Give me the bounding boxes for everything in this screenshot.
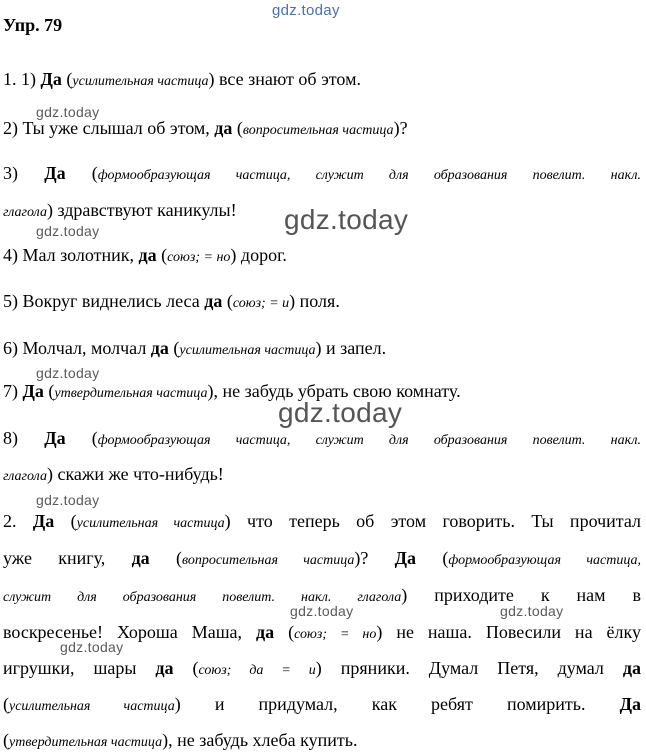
watermark-1: gdz.today (36, 104, 100, 120)
answer-line-2: 2) Ты уже слышал об этом, да (вопросительная частица)? (3, 118, 408, 138)
watermark-7: gdz.today (60, 639, 124, 655)
grammar-note: утвердительная частица (9, 735, 163, 750)
keyword-da: да (131, 548, 150, 568)
sentence-text: и запел. (321, 338, 387, 358)
sentence-text: 6) Молчал, молчал (3, 338, 151, 358)
keyword-da: Да (44, 163, 66, 183)
keyword-da: да (138, 245, 157, 265)
sentence-text: ? (399, 118, 408, 138)
answer-line-6: 6) Молчал, молчал да (усилительная частица) и запел. (3, 338, 387, 358)
keyword-da: Да (619, 694, 641, 714)
keyword-da: Да (22, 381, 44, 401)
sentence-text: здравствуют каникулы! (52, 200, 237, 220)
sentence-text: 1. 1) (3, 69, 41, 89)
watermark-3: gdz.today (36, 365, 100, 381)
answer-line-8b: глагола) скажи же что-нибудь! (3, 464, 224, 484)
sentence-text: дорог. (236, 245, 287, 265)
sentence-text: ? (360, 548, 395, 568)
keyword-da: Да (40, 69, 62, 89)
paragraph-line-7: (утвердительная частица), не забудь хлеба купить. (3, 730, 358, 750)
watermark-2: gdz.today (36, 223, 100, 239)
sentence-text: поля. (295, 291, 340, 311)
grammar-note: усилительная частица (9, 699, 175, 714)
paragraph-line-5: игрушки, шары да (союз; да = и) пряники. Думал Петя, думал да (3, 658, 641, 678)
grammar-note: союз; = но (167, 250, 231, 265)
grammar-note: союз; да = и (198, 663, 316, 678)
keyword-da: да (256, 622, 275, 642)
paragraph-line-4: воскресенье! Хороша Маша, да (союз; = но) не наша. Повесили на ёлку (3, 622, 641, 642)
paragraph-line-2: уже книгу, да (вопросительная частица)? Да (формообразующая частица, (3, 548, 641, 568)
watermark-6: gdz.today (500, 603, 564, 619)
answer-line-3b: глагола) здравствуют каникулы! (3, 200, 237, 220)
keyword-da: да (214, 118, 233, 138)
answer-line-8a: 8) Да (формообразующая частица, служит для образования повелит. накл. (3, 428, 642, 448)
keyword-da: да (622, 658, 641, 678)
sentence-text: , не забудь хлеба купить. (168, 730, 358, 750)
grammar-note: служит для образования повелит. накл. глагола (3, 590, 402, 605)
grammar-note: утвердительная частица (54, 386, 208, 401)
sentence-text: игрушки, шары (3, 658, 156, 678)
paragraph-line-1: 2. Да (усилительная частица) что теперь об этом говорить. Ты прочитал (3, 511, 642, 531)
grammar-note: усилительная частица (179, 343, 316, 358)
grammar-note: глагола (3, 205, 47, 220)
sentence-text: , не забудь убрать свою комнату. (213, 381, 461, 401)
watermark-top: gdz.today (272, 2, 340, 19)
sentence-text: скажи же что-нибудь! (52, 464, 224, 484)
paragraph-line-6: (усилительная частица) и придумал, как ребят помирить. Да (3, 694, 641, 714)
sentence-text: 7) (3, 381, 23, 401)
watermark-big-2: gdz.today (278, 397, 403, 428)
grammar-note: союз; = и (232, 296, 290, 311)
sentence-text: воскресенье! Хороша Маша, (3, 622, 257, 642)
sentence-text: что теперь об этом говорить. Ты прочитал (230, 511, 642, 531)
sentence-text: 3) (3, 163, 45, 183)
paragraph-line-3: служит для образования повелит. накл. глагола) приходите к нам в (3, 585, 642, 605)
grammar-note: вопросительная частица (242, 123, 394, 138)
keyword-da: Да (44, 428, 66, 448)
grammar-note: формообразующая частица, (448, 553, 641, 568)
keyword-da: да (150, 338, 169, 358)
sentence-text: приходите к нам в (407, 585, 642, 605)
sentence-text: и придумал, как ребят помирить. (180, 694, 620, 714)
grammar-note: союз; = но (294, 627, 377, 642)
answer-line-1: 1. 1) Да (усилительная частица) все знают об этом. (3, 69, 361, 89)
sentence-text: пряники. Думал Петя, думал (321, 658, 623, 678)
exercise-title (3, 14, 62, 36)
sentence-text: 5) Вокруг виднелись леса (3, 291, 205, 311)
watermark-4: gdz.today (36, 492, 100, 508)
answer-line-7: 7) Да (утвердительная частица), не забудь убрать свою комнату. (3, 381, 461, 401)
grammar-note: усилительная частица (72, 74, 209, 89)
answer-line-5: 5) Вокруг виднелись леса да (союз; = и) поля. (3, 291, 340, 311)
watermark-big-1: gdz.today (284, 204, 409, 235)
grammar-note: вопросительная частица (181, 553, 355, 568)
sentence-text: уже книгу, (3, 548, 132, 568)
sentence-text: все знают об этом. (214, 69, 361, 89)
watermark-5: gdz.today (290, 603, 354, 619)
sentence-text: 2) Ты уже слышал об этом, (3, 118, 215, 138)
keyword-da: да (204, 291, 223, 311)
exercise-title-text: Упр. 79 (3, 15, 63, 35)
grammar-note: формообразующая частица, служит для образования повелит. накл. (97, 433, 642, 448)
grammar-note: усилительная частица (76, 516, 225, 531)
keyword-da: да (155, 658, 174, 678)
grammar-note: формообразующая частица, служит для образования повелит. накл. (97, 168, 642, 183)
answer-line-3a: 3) Да (формообразующая частица, служит для образования повелит. накл. (3, 163, 642, 183)
keyword-da: Да (394, 548, 417, 568)
answer-line-4: 4) Мал золотник, да (союз; = но) дорог. (3, 245, 287, 265)
sentence-text: 8) (3, 428, 45, 448)
sentence-text: 4) Мал золотник, (3, 245, 139, 265)
sentence-text: 2. (3, 511, 33, 531)
keyword-da: Да (32, 511, 55, 531)
sentence-text: не наша. Повесили на ёлку (382, 622, 641, 642)
grammar-note: глагола (3, 469, 47, 484)
